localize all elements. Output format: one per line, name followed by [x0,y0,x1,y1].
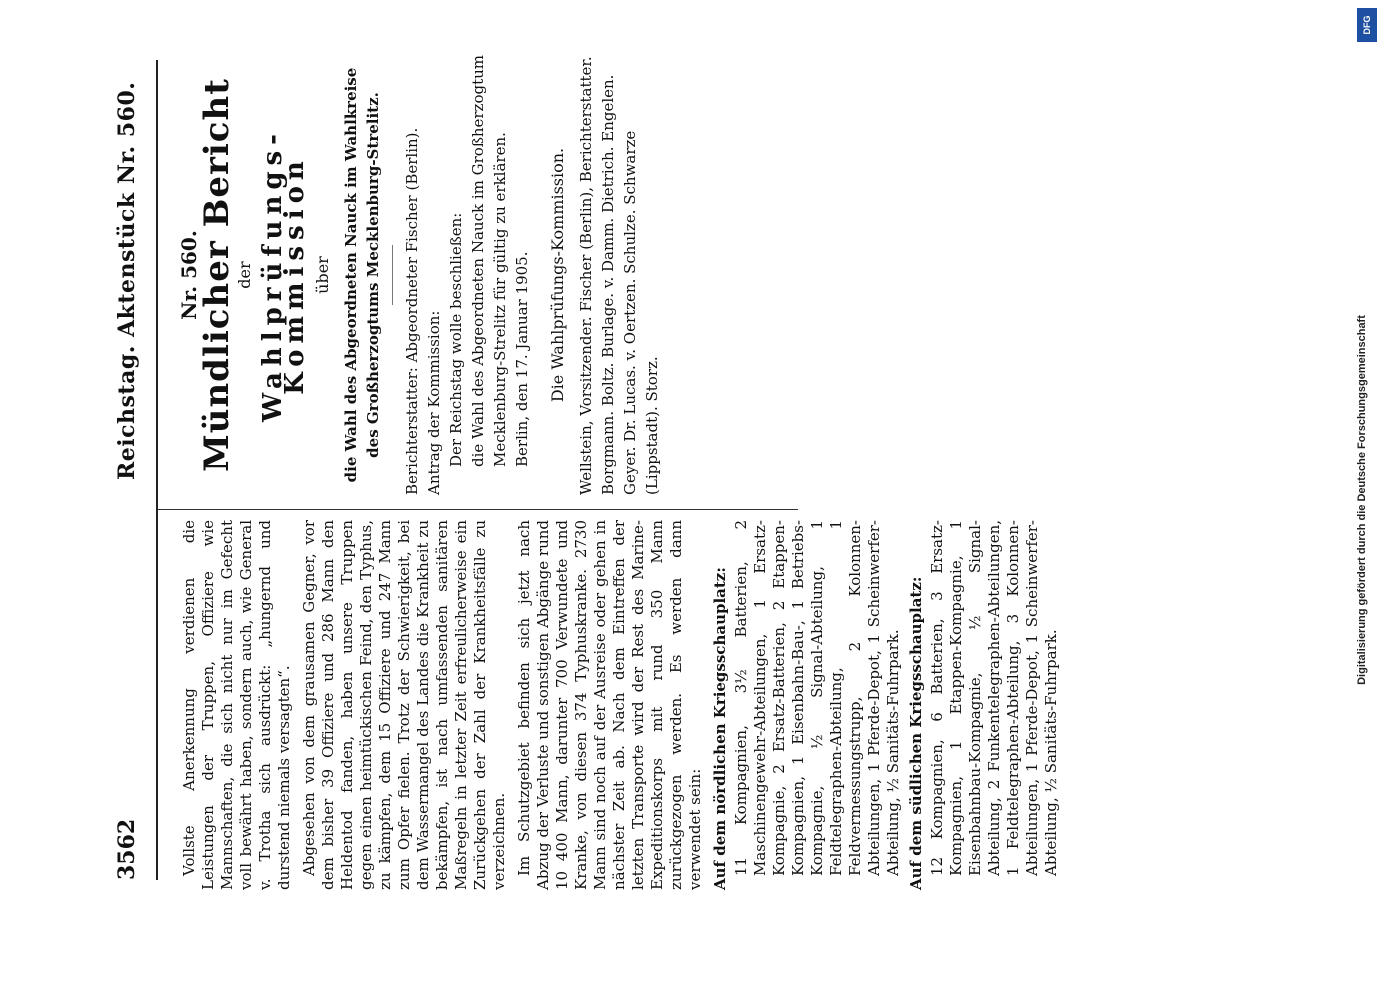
subject: die Wahl des Abgeordneten Nauck im Wahlkreise des Großherzogtums Mecklenburg-Strelitz. [342,67,382,483]
title-der: der [235,261,254,289]
south-heading: Auf dem südlichen Kriegsschauplatz: [907,576,925,890]
motion-line-2: die Wahl des Abgeordneten Nauck im Großherzogtum Mecklenburg-Strelitz für gültig zu erklären. [469,55,509,467]
page-number: 3562 [114,818,140,880]
date-line: Berlin, den 17. Januar 1905. [513,251,531,467]
document-title: Mündlicher Bericht [197,78,237,472]
digitization-note-text: Digitalisierung gefördert durch die Deutsche Forschungsgemeinschaft [1356,315,1368,685]
rotated-page [110,0,1060,1000]
title-ueber: über [313,256,332,294]
paragraph: Im Schutzgebiet befinden sich jetzt nach Abzug der Verluste und sonstigen Abgänge rund 10 400 Mann, darunter 700 Verwundete und Kranke, von diesen 374 Typhuskranke. 2730 Mann sind noch auf der Ausreise oder gehen in nächster Zeit ab. Nach dem Eintreffen der letzten Transporte wird der Rest des Marine-Expeditionskorps mit rund 350 Mann zurückgezogen werden. Es werden dann verwendet sein: [515,520,704,890]
reporter: Berichterstatter: Abgeordneter Fischer (Berlin). [403,127,421,495]
right-column [170,55,663,495]
north-list: 11 Kompagnien, 3½ Batterien, 2 Maschinengewehr-Abteilungen, 1 Ersatz-Kompagnie, 2 Ersatz-Batterien, 2 Etappen-Kompagnien, 1 Eisenbahn-Bau-, 1 Betriebs-Kompagnie, ½ Signal-Abteilung, 1 Feldtelegraphen-Abteilung, 1 Feldvermessungstrupp, 2 Kolonnen-Abteilungen, 1 Pferde-Depot, 1 Scheinwerfer-Abteilung, ½ Sanitäts-Fuhrpark. [732,520,902,876]
digitization-note [1351,60,1373,940]
signature-heading: Die Wahlprüfungs-Kommission. [548,147,567,403]
page-header [110,60,158,880]
paragraph: Abgesehen von dem grausamen Gegner, vor dem bisher 39 Offiziere und 286 Mann den Heldentod fanden, haben unsere Truppen gegen einen heimtückischen Feind, den Typhus, zu kämpfen, dem 15 Offiziere und 247 Mann zum Opfer fielen. Trotz der Schwierigkeit, bei dem Wassermangel des Landes die Krankheit zu bekämpfen, ist nach umfassenden sanitären Maßregeln in letzter Zeit erfreulicherweise ein Zurückgehen der Zahl der Krankheitsfälle zu verzeichnen. [300,520,508,890]
paragraph: Vollste Anerkennung verdienen die Leistungen der Truppen, Offiziere wie Mannschaften, die sich nicht nur im Gefecht voll bewährt haben, sondern auch, wie General v. Trotha sich ausdrückt: „hungernd und durstend niemals versagten“. [180,520,293,890]
north-heading: Auf dem nördlichen Kriegsschauplatz: [711,567,729,890]
left-column [180,520,1065,890]
dfg-logo-text: DFG [1362,15,1372,35]
dfg-logo [1357,8,1377,42]
signatures: Wellstein, Vorsitzender. Fischer (Berlin), Berichterstatter. Borgmann. Boltz. Burlage. v. Damm. Dietrich. Engelen. Geyer. Dr. Lucas. v. Oertzen. Schulze. Schwarze (Lippstadt). Storz. [577,56,661,495]
running-head: Reichstag. Aktenstück Nr. 560. [114,81,140,480]
motion-line-1: Der Reichstag wolle beschließen: [447,212,465,467]
column-divider [158,509,798,510]
commission-name: Wahlprüfungs-Kommission [258,128,310,422]
motion-intro: Antrag der Kommission: [425,310,443,495]
south-list: 12 Kompagnien, 6 Batterien, 3 Ersatz-Kompagnien, 1 Etappen-Kompagnie, 1 Eisenbahnbau-Kompagnie, ½ Signal-Abteilung, 2 Funkentelegraphen-Abteilungen, 1 Feldtelegraphen-Abteilung, 3 Kolonnen-Abteilungen, 1 Pferde-Depot, 1 Scheinwerfer-Abteilung, ½ Sanitäts-Fuhrpark. [928,520,1060,876]
document-number: Nr. 560. [177,230,201,320]
divider [392,245,393,305]
